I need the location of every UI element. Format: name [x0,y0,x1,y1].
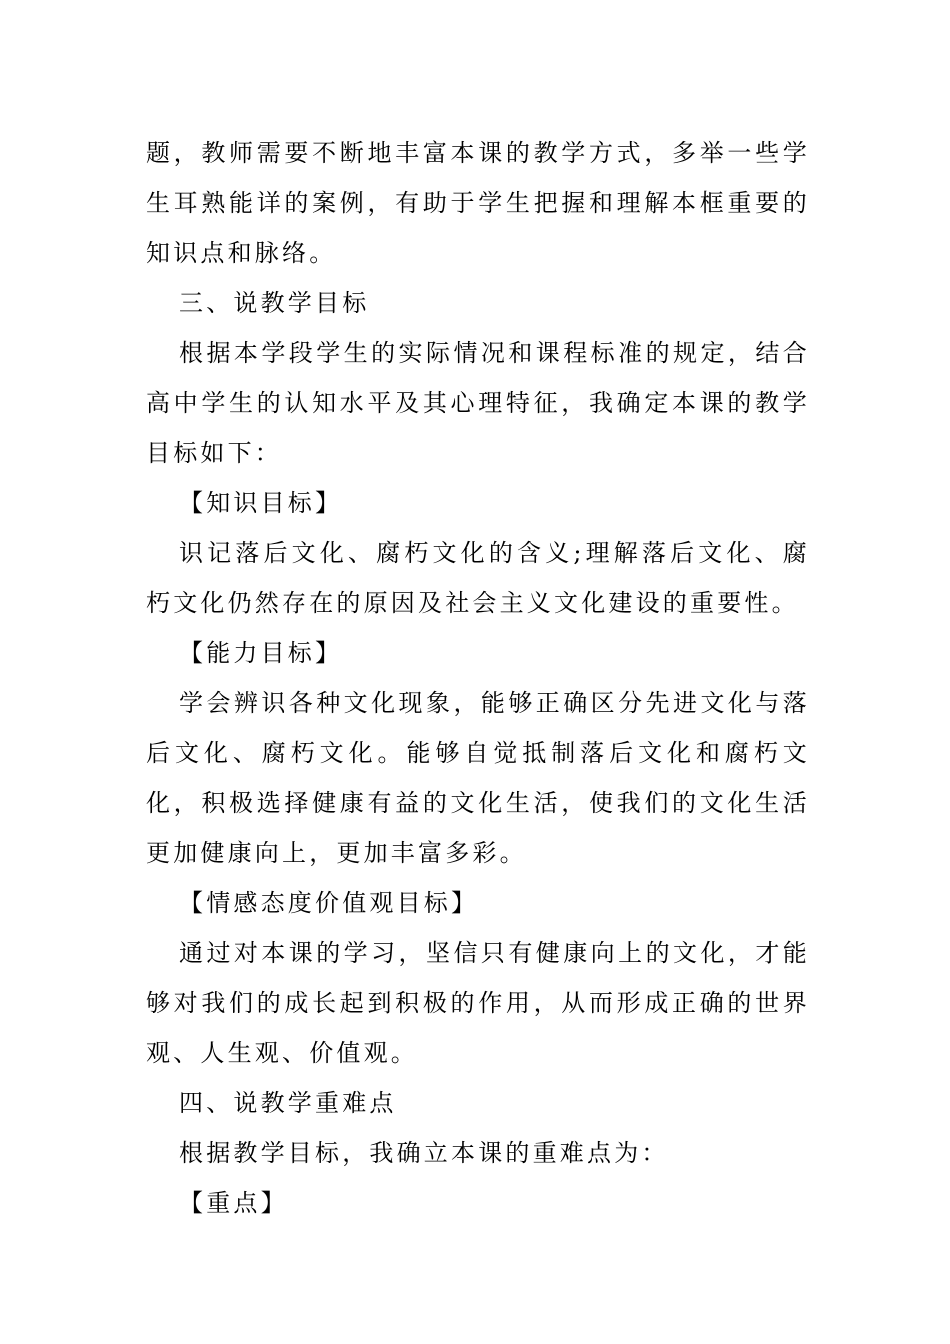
section-heading-key-points: 四、说教学重难点 [179,1089,397,1117]
subheading-values-goal: 【情感态度价值观目标】 [179,889,479,917]
section-heading-teaching-goals: 三、说教学目标 [179,289,370,317]
paragraph-key-points-intro: 根据教学目标，我确立本课的重难点为： [179,1139,669,1167]
paragraph-goals-intro: 根据本学段学生的实际情况和课程标准的规定，结合高中学生的认知水平及其心理特征，我确定本课的教学目标如下： [146,339,810,467]
paragraph-ability-goal: 学会辨识各种文化现象，能够正确区分先进文化与落后文化、腐朽文化。能够自觉抵制落后文化和腐朽文化，积极选择健康有益的文化生活，使我们的文化生活更加健康向上，更加丰富多彩。 [146,689,810,867]
subheading-key-point: 【重点】 [179,1189,288,1217]
subheading-ability-goal: 【能力目标】 [179,639,343,667]
document-body [146,128,810,1228]
subheading-knowledge-goal: 【知识目标】 [179,489,343,517]
paragraph-values-goal: 通过对本课的学习，坚信只有健康向上的文化，才能够对我们的成长起到积极的作用，从而形成正确的世界观、人生观、价值观。 [146,939,810,1067]
paragraph-continuation: 题，教师需要不断地丰富本课的教学方式，多举一些学生耳熟能详的案例，有助于学生把握和理解本框重要的知识点和脉络。 [146,139,810,267]
paragraph-knowledge-goal: 识记落后文化、腐朽文化的含义;理解落后文化、腐朽文化仍然存在的原因及社会主义文化建设的重要性。 [146,539,810,617]
